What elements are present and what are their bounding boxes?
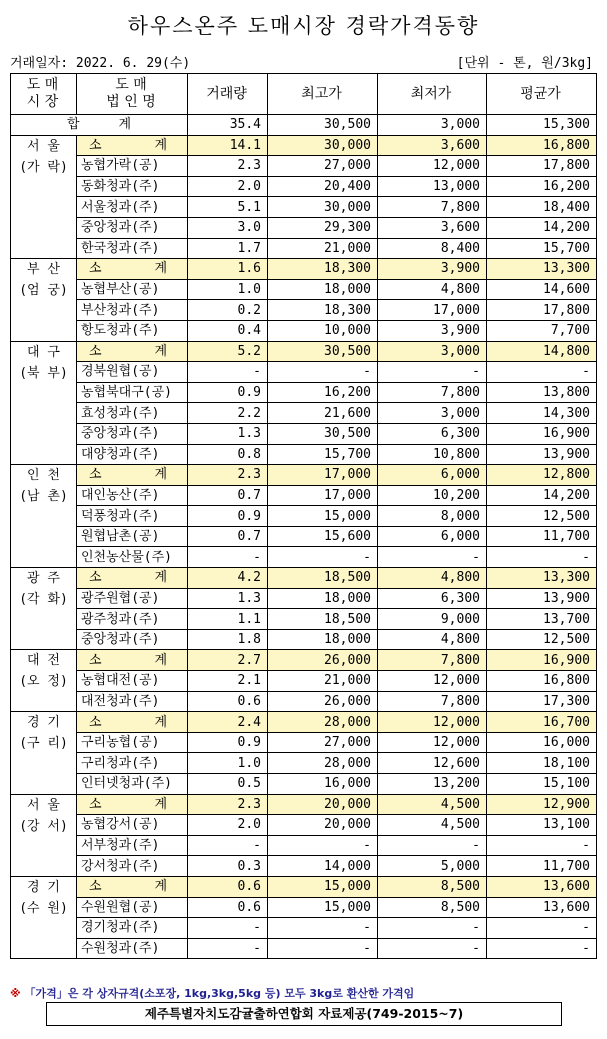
cell-volume: 2.0	[188, 815, 268, 836]
cell-max: 21,000	[268, 671, 378, 692]
subtotal-avg: 13,600	[487, 876, 597, 897]
cell-max: 15,700	[268, 444, 378, 465]
cell-volume: 1.3	[188, 423, 268, 444]
corporation-name: 서부청과(주)	[77, 835, 188, 856]
cell-avg: 18,400	[487, 197, 597, 218]
subtotal-min: 3,900	[378, 259, 487, 280]
subtotal-avg: 16,800	[487, 135, 597, 156]
cell-max: 20,000	[268, 815, 378, 836]
cell-avg: 12,500	[487, 629, 597, 650]
cell-volume: -	[188, 918, 268, 939]
cell-min: 8,500	[378, 897, 487, 918]
cell-max: 18,000	[268, 629, 378, 650]
cell-min: 17,000	[378, 300, 487, 321]
total-label: 합 계	[11, 115, 188, 136]
corporation-name: 인천농산물(주)	[77, 547, 188, 568]
cell-volume: 0.6	[188, 691, 268, 712]
subtotal-volume: 2.3	[188, 794, 268, 815]
cell-min: 6,300	[378, 588, 487, 609]
market-name: 대 구 (북 부)	[11, 341, 77, 465]
corporation-name: 원협남촌(공)	[77, 526, 188, 547]
corporation-name: 농협북대구(공)	[77, 382, 188, 403]
subtotal-label: 소 계	[77, 650, 188, 671]
market-name: 대 전 (오 정)	[11, 650, 77, 712]
cell-volume: 0.9	[188, 382, 268, 403]
header-corporation: 도 매 법 인 명	[77, 74, 188, 115]
cell-min: 8,400	[378, 238, 487, 259]
table-row	[11, 547, 597, 568]
cell-avg: 18,100	[487, 753, 597, 774]
cell-max: -	[268, 835, 378, 856]
table-row	[11, 671, 597, 692]
cell-avg: -	[487, 938, 597, 959]
total-row	[11, 115, 597, 136]
table-row	[11, 176, 597, 197]
table-row	[11, 156, 597, 177]
cell-max: 16,000	[268, 774, 378, 795]
cell-avg: -	[487, 835, 597, 856]
cell-avg: 14,200	[487, 217, 597, 238]
cell-max: 21,600	[268, 403, 378, 424]
cell-min: -	[378, 918, 487, 939]
cell-max: 29,300	[268, 217, 378, 238]
table-row	[11, 938, 597, 959]
cell-volume: 1.0	[188, 753, 268, 774]
subtotal-max: 15,000	[268, 876, 378, 897]
cell-avg: 14,600	[487, 279, 597, 300]
subtotal-avg: 16,700	[487, 712, 597, 733]
cell-min: 12,000	[378, 671, 487, 692]
cell-avg: 15,700	[487, 238, 597, 259]
subtotal-row	[11, 341, 597, 362]
cell-min: 5,000	[378, 856, 487, 877]
subtotal-row	[11, 259, 597, 280]
corporation-name: 농협가락(공)	[77, 156, 188, 177]
cell-volume: 0.9	[188, 732, 268, 753]
corporation-name: 농협대전(공)	[77, 671, 188, 692]
cell-min: 4,500	[378, 815, 487, 836]
corporation-name: 광주원협(공)	[77, 588, 188, 609]
cell-volume: 0.7	[188, 526, 268, 547]
cell-volume: 0.5	[188, 774, 268, 795]
market-name: 부 산 (엄 궁)	[11, 259, 77, 341]
cell-min: 3,900	[378, 320, 487, 341]
subtotal-row	[11, 568, 597, 589]
cell-max: 27,000	[268, 156, 378, 177]
total-avg: 15,300	[487, 115, 597, 136]
cell-min: 10,200	[378, 485, 487, 506]
cell-volume: 1.1	[188, 609, 268, 630]
subtotal-volume: 4.2	[188, 568, 268, 589]
table-row	[11, 362, 597, 383]
corporation-name: 중앙청과(주)	[77, 629, 188, 650]
unit-label: [단위 - 톤, 원/3kg]	[456, 56, 593, 71]
cell-volume: 0.7	[188, 485, 268, 506]
table-row	[11, 732, 597, 753]
corporation-name: 수원원협(공)	[77, 897, 188, 918]
subtotal-label: 소 계	[77, 259, 188, 280]
header-volume: 거래량	[188, 74, 268, 115]
cell-avg: 7,700	[487, 320, 597, 341]
cell-avg: 16,900	[487, 423, 597, 444]
cell-max: 30,000	[268, 197, 378, 218]
subtotal-min: 6,000	[378, 465, 487, 486]
note-star: ※	[10, 987, 21, 1000]
table-row	[11, 815, 597, 836]
subtotal-volume: 2.3	[188, 465, 268, 486]
corporation-name: 항도청과(주)	[77, 320, 188, 341]
corporation-name: 한국청과(주)	[77, 238, 188, 259]
page-title: 하우스온주 도매시장 경락가격동향	[127, 14, 480, 38]
table-row	[11, 403, 597, 424]
corporation-name: 광주청과(주)	[77, 609, 188, 630]
subtotal-volume: 5.2	[188, 341, 268, 362]
cell-max: 20,400	[268, 176, 378, 197]
cell-min: 13,200	[378, 774, 487, 795]
cell-min: 10,800	[378, 444, 487, 465]
cell-min: 4,800	[378, 629, 487, 650]
cell-max: 21,000	[268, 238, 378, 259]
cell-volume: -	[188, 547, 268, 568]
cell-avg: 14,200	[487, 485, 597, 506]
cell-max: -	[268, 918, 378, 939]
cell-max: 26,000	[268, 691, 378, 712]
corporation-name: 대인농산(주)	[77, 485, 188, 506]
corporation-name: 구리농협(공)	[77, 732, 188, 753]
subtotal-avg: 16,900	[487, 650, 597, 671]
cell-volume: 0.4	[188, 320, 268, 341]
market-name: 서 울 (가 락)	[11, 135, 77, 259]
subtotal-min: 4,500	[378, 794, 487, 815]
cell-avg: 17,300	[487, 691, 597, 712]
market-name: 경 기 (구 리)	[11, 712, 77, 794]
header-max-price: 최고가	[268, 74, 378, 115]
table-row	[11, 691, 597, 712]
cell-volume: 0.3	[188, 856, 268, 877]
table-row	[11, 918, 597, 939]
total-volume: 35.4	[188, 115, 268, 136]
subtotal-label: 소 계	[77, 876, 188, 897]
cell-volume: 1.7	[188, 238, 268, 259]
cell-min: -	[378, 547, 487, 568]
table-row	[11, 609, 597, 630]
table-row	[11, 320, 597, 341]
subtotal-row	[11, 876, 597, 897]
cell-volume: 1.0	[188, 279, 268, 300]
cell-min: -	[378, 835, 487, 856]
subtotal-row	[11, 794, 597, 815]
cell-min: 3,000	[378, 403, 487, 424]
cell-avg: 11,700	[487, 856, 597, 877]
cell-avg: 13,100	[487, 815, 597, 836]
cell-min: 7,800	[378, 691, 487, 712]
cell-max: 16,200	[268, 382, 378, 403]
cell-max: -	[268, 362, 378, 383]
total-min: 3,000	[378, 115, 487, 136]
subtotal-label: 소 계	[77, 135, 188, 156]
table-row	[11, 485, 597, 506]
corporation-name: 강서청과(주)	[77, 856, 188, 877]
table-row	[11, 856, 597, 877]
subtotal-row	[11, 135, 597, 156]
subtotal-volume: 0.6	[188, 876, 268, 897]
cell-max: 18,000	[268, 279, 378, 300]
subtotal-min: 12,000	[378, 712, 487, 733]
cell-volume: 1.3	[188, 588, 268, 609]
source-box: 제주특별자치도감귤출하연합회 자료제공(749-2015~7)	[46, 1002, 562, 1026]
table-row	[11, 300, 597, 321]
corporation-name: 서울청과(주)	[77, 197, 188, 218]
subtotal-row	[11, 650, 597, 671]
cell-volume: 3.0	[188, 217, 268, 238]
cell-min: 4,800	[378, 279, 487, 300]
subtotal-avg: 12,900	[487, 794, 597, 815]
header-avg-price: 평균가	[487, 74, 597, 115]
cell-max: 10,000	[268, 320, 378, 341]
table-row	[11, 774, 597, 795]
cell-avg: 13,800	[487, 382, 597, 403]
cell-avg: -	[487, 547, 597, 568]
subtotal-max: 26,000	[268, 650, 378, 671]
header-market: 도 매 시 장	[11, 74, 77, 115]
subtotal-row	[11, 465, 597, 486]
cell-max: 17,000	[268, 485, 378, 506]
cell-min: 9,000	[378, 609, 487, 630]
table-row	[11, 897, 597, 918]
table-row	[11, 197, 597, 218]
cell-avg: 17,800	[487, 300, 597, 321]
cell-max: 18,000	[268, 588, 378, 609]
subtotal-label: 소 계	[77, 712, 188, 733]
market-name: 인 천 (남 촌)	[11, 465, 77, 568]
market-name: 경 기 (수 원)	[11, 876, 77, 958]
cell-avg: 13,600	[487, 897, 597, 918]
cell-volume: 5.1	[188, 197, 268, 218]
subtotal-volume: 2.7	[188, 650, 268, 671]
cell-max: -	[268, 938, 378, 959]
cell-max: 28,000	[268, 753, 378, 774]
cell-max: 30,500	[268, 423, 378, 444]
table-row	[11, 444, 597, 465]
cell-min: -	[378, 362, 487, 383]
cell-volume: 2.2	[188, 403, 268, 424]
subtotal-volume: 1.6	[188, 259, 268, 280]
cell-min: 12,600	[378, 753, 487, 774]
cell-min: 7,800	[378, 382, 487, 403]
corporation-name: 농협강서(공)	[77, 815, 188, 836]
subtotal-label: 소 계	[77, 794, 188, 815]
table-row	[11, 835, 597, 856]
subtotal-max: 17,000	[268, 465, 378, 486]
cell-avg: 13,700	[487, 609, 597, 630]
cell-min: 13,000	[378, 176, 487, 197]
total-max: 30,500	[268, 115, 378, 136]
cell-volume: 2.1	[188, 671, 268, 692]
subtotal-max: 18,500	[268, 568, 378, 589]
cell-max: 15,000	[268, 897, 378, 918]
subtotal-min: 3,600	[378, 135, 487, 156]
corporation-name: 동화청과(주)	[77, 176, 188, 197]
table-row	[11, 629, 597, 650]
table-row	[11, 506, 597, 527]
cell-volume: 0.6	[188, 897, 268, 918]
table-row	[11, 526, 597, 547]
market-name: 광 주 (각 화)	[11, 568, 77, 650]
subtotal-max: 20,000	[268, 794, 378, 815]
note-text: 「가격」은 각 상자규격(소포장, 1kg,3kg,5kg 등) 모두 3kg로 환산한 가격임	[24, 987, 415, 1000]
price-table	[10, 73, 597, 959]
cell-min: 7,800	[378, 197, 487, 218]
subtotal-avg: 12,800	[487, 465, 597, 486]
subtotal-min: 4,800	[378, 568, 487, 589]
cell-max: -	[268, 547, 378, 568]
cell-avg: 16,000	[487, 732, 597, 753]
cell-avg: 12,500	[487, 506, 597, 527]
cell-max: 15,600	[268, 526, 378, 547]
cell-volume: -	[188, 835, 268, 856]
cell-min: 12,000	[378, 156, 487, 177]
cell-min: 6,300	[378, 423, 487, 444]
subtotal-min: 3,000	[378, 341, 487, 362]
corporation-name: 중앙청과(주)	[77, 423, 188, 444]
cell-avg: -	[487, 918, 597, 939]
table-row	[11, 753, 597, 774]
corporation-name: 대전청과(주)	[77, 691, 188, 712]
market-name: 서 울 (강 서)	[11, 794, 77, 876]
footnote	[10, 985, 414, 1001]
cell-volume: -	[188, 362, 268, 383]
subtotal-avg: 13,300	[487, 259, 597, 280]
corporation-name: 수원청과(주)	[77, 938, 188, 959]
cell-avg: 16,200	[487, 176, 597, 197]
cell-min: -	[378, 938, 487, 959]
subtotal-label: 소 계	[77, 568, 188, 589]
corporation-name: 부산청과(주)	[77, 300, 188, 321]
cell-avg: 13,900	[487, 588, 597, 609]
subtotal-max: 30,500	[268, 341, 378, 362]
cell-volume: 0.9	[188, 506, 268, 527]
cell-avg: 15,100	[487, 774, 597, 795]
subtotal-min: 8,500	[378, 876, 487, 897]
cell-avg: 14,300	[487, 403, 597, 424]
cell-max: 18,500	[268, 609, 378, 630]
cell-avg: -	[487, 362, 597, 383]
table-row	[11, 279, 597, 300]
corporation-name: 경기청과(주)	[77, 918, 188, 939]
corporation-name: 구리청과(주)	[77, 753, 188, 774]
corporation-name: 중앙청과(주)	[77, 217, 188, 238]
corporation-name: 농협부산(공)	[77, 279, 188, 300]
cell-avg: 13,900	[487, 444, 597, 465]
subtotal-label: 소 계	[77, 465, 188, 486]
cell-min: 6,000	[378, 526, 487, 547]
corporation-name: 효성청과(주)	[77, 403, 188, 424]
table-row	[11, 382, 597, 403]
subtotal-max: 30,000	[268, 135, 378, 156]
cell-min: 3,600	[378, 217, 487, 238]
subtotal-avg: 14,800	[487, 341, 597, 362]
cell-avg: 17,800	[487, 156, 597, 177]
cell-volume: 2.3	[188, 156, 268, 177]
cell-volume: 0.2	[188, 300, 268, 321]
cell-avg: 16,800	[487, 671, 597, 692]
cell-volume: 1.8	[188, 629, 268, 650]
table-row	[11, 217, 597, 238]
corporation-name: 인터넷청과(주)	[77, 774, 188, 795]
table-row	[11, 588, 597, 609]
subtotal-avg: 13,300	[487, 568, 597, 589]
cell-min: 12,000	[378, 732, 487, 753]
subtotal-volume: 2.4	[188, 712, 268, 733]
corporation-name: 대양청과(주)	[77, 444, 188, 465]
subtotal-volume: 14.1	[188, 135, 268, 156]
cell-max: 15,000	[268, 506, 378, 527]
cell-max: 27,000	[268, 732, 378, 753]
cell-min: 8,000	[378, 506, 487, 527]
cell-volume: -	[188, 938, 268, 959]
subtotal-max: 18,300	[268, 259, 378, 280]
subtotal-min: 7,800	[378, 650, 487, 671]
table-row	[11, 423, 597, 444]
cell-max: 14,000	[268, 856, 378, 877]
cell-avg: 11,700	[487, 526, 597, 547]
cell-volume: 2.0	[188, 176, 268, 197]
subtotal-label: 소 계	[77, 341, 188, 362]
trade-date: 거래일자: 2022. 6. 29(수)	[10, 56, 191, 71]
table-row	[11, 238, 597, 259]
cell-max: 18,300	[268, 300, 378, 321]
cell-volume: 0.8	[188, 444, 268, 465]
subtotal-max: 28,000	[268, 712, 378, 733]
corporation-name: 덕풍청과(주)	[77, 506, 188, 527]
corporation-name: 경북원협(공)	[77, 362, 188, 383]
subtotal-row	[11, 712, 597, 733]
header-min-price: 최저가	[378, 74, 487, 115]
